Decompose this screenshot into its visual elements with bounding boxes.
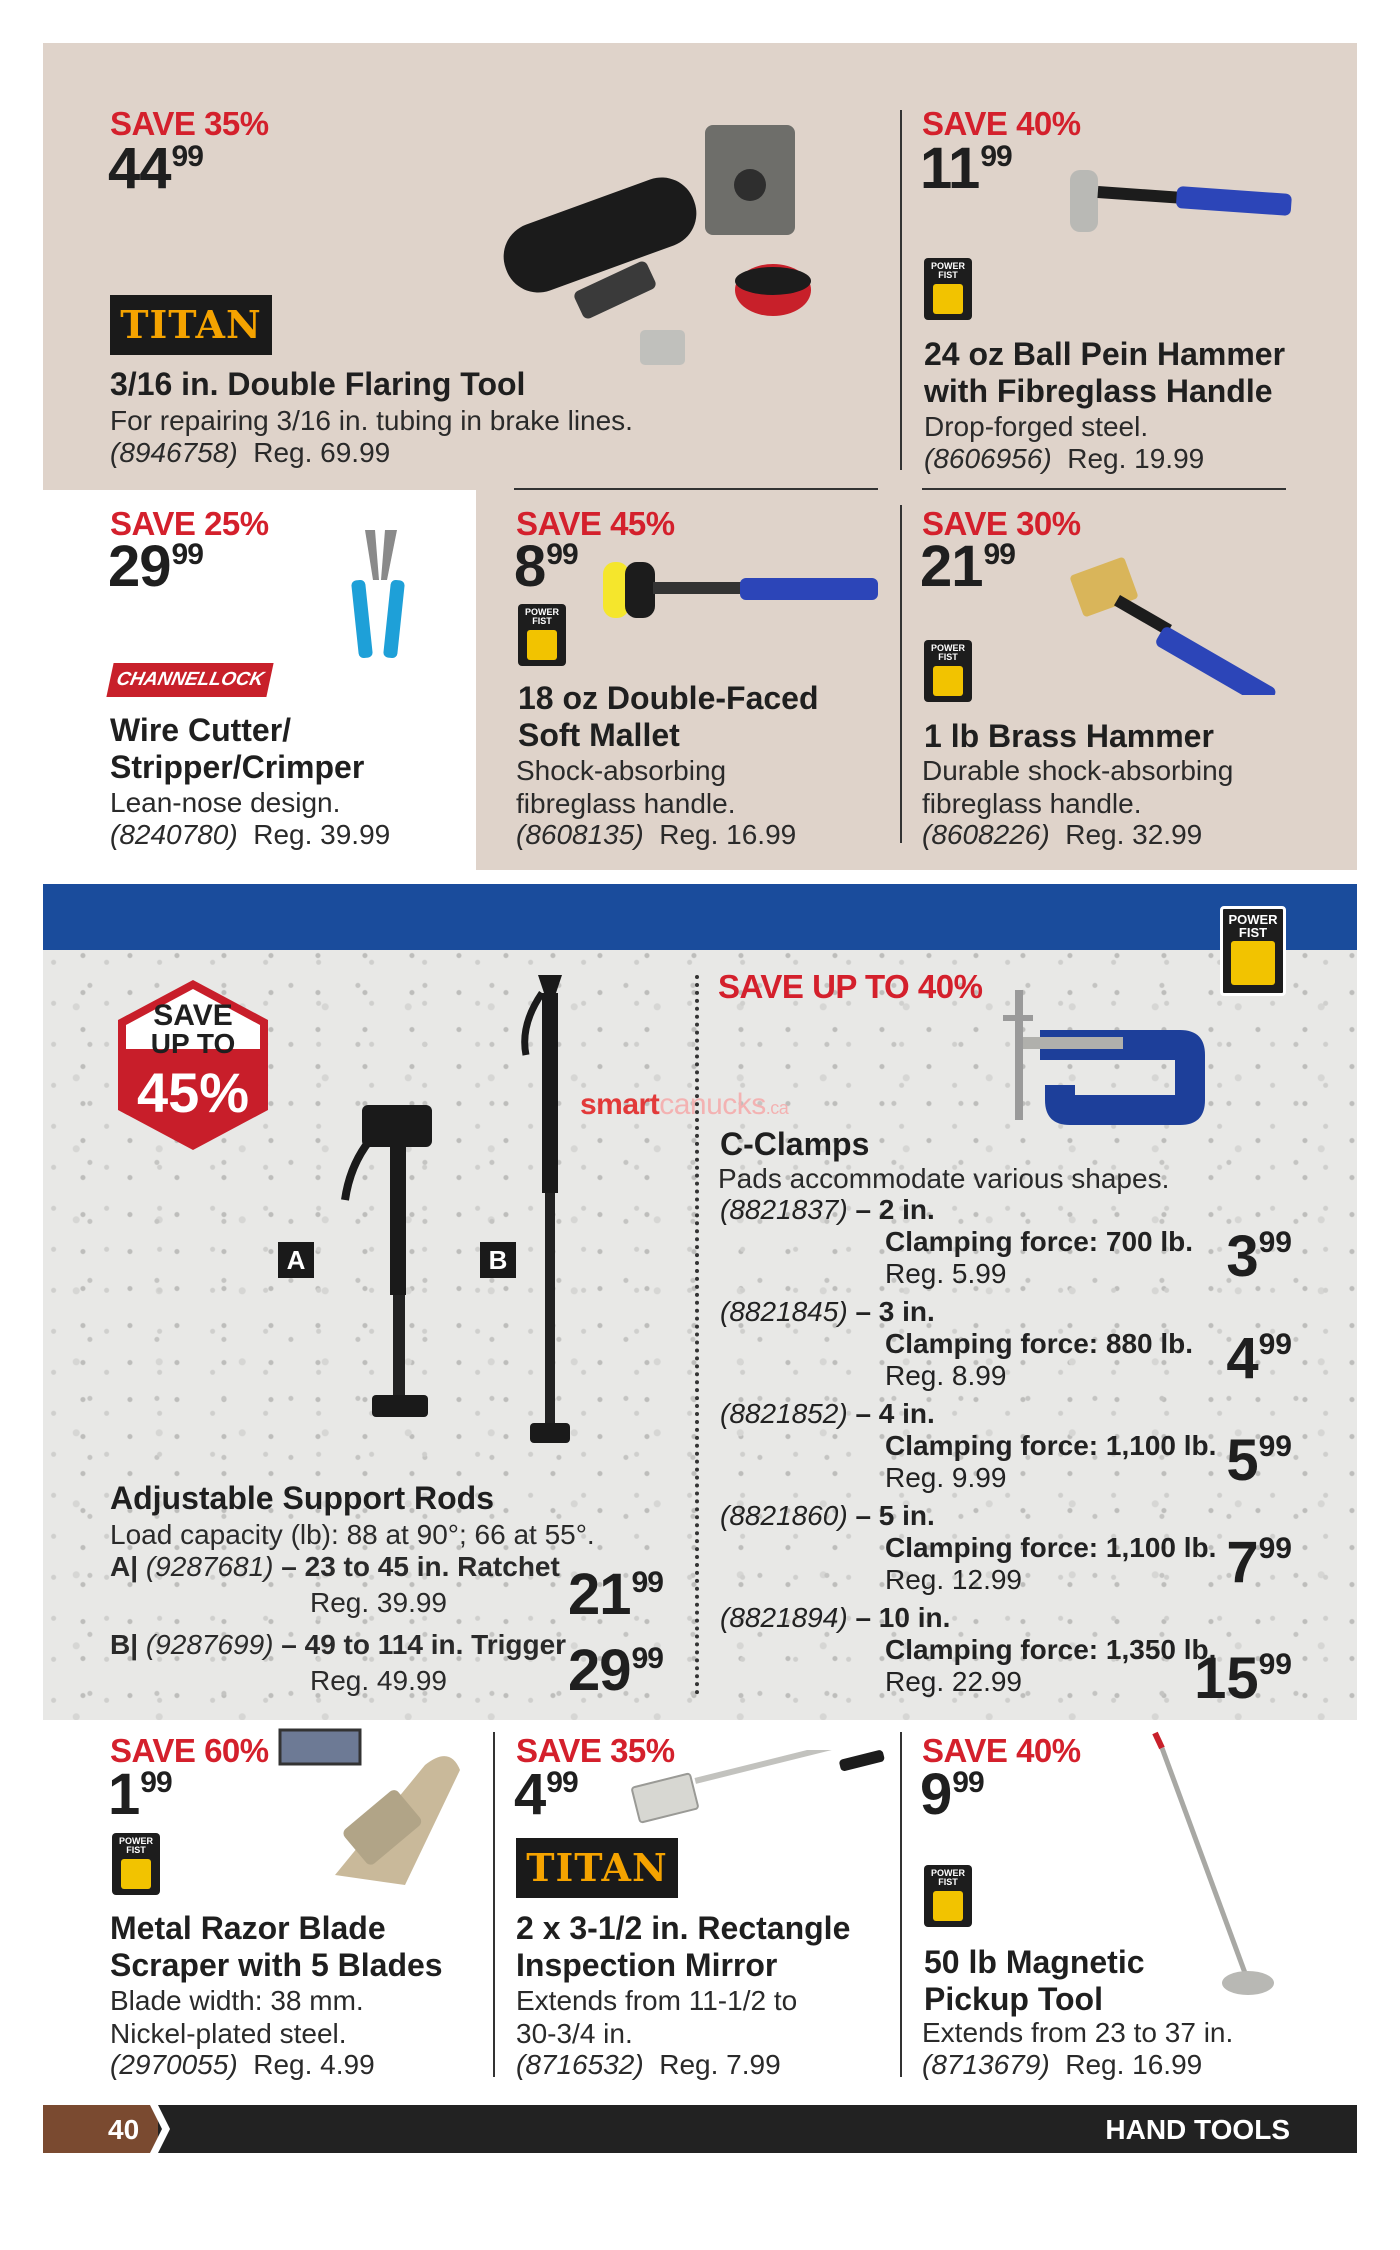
save-badge: SAVE UP TO 40% (718, 968, 983, 1005)
badge-upto-text: UP TO (150, 1028, 236, 1059)
label-a: A (278, 1242, 314, 1278)
footer-page-tab (43, 2105, 158, 2153)
clamp-price: $4^{99}$ (1226, 1326, 1292, 1391)
product-sku-reg: (8240780) Reg. 39.99 (110, 819, 391, 850)
save-badge: SAVE 25% (110, 505, 269, 542)
clamp-row: (8821894) – 10 in. Clamping force: 1,350 lb. Reg. 22.99 (720, 1602, 1217, 1698)
clamp-price: $7^{99}$ (1226, 1530, 1292, 1595)
product-sku-reg: (8606956) Reg. 19.99 (924, 443, 1205, 474)
save-badge: SAVE 60% (110, 1732, 269, 1769)
magnetic-pickup-image (1140, 1728, 1280, 2008)
product-description: Lean-nose design. (110, 787, 341, 818)
sale-price: $44^{99}$ (108, 136, 203, 201)
clamp-row: (8821860) – 5 in. Clamping force: 1,100 lb. Reg. 12.99 (720, 1500, 1217, 1596)
product-description: Extends from 23 to 37 in. (922, 2017, 1234, 2048)
ball-pein-hammer-image (1065, 160, 1300, 240)
product-description: For repairing 3/16 in. tubing in brake lines. (110, 405, 633, 436)
soft-mallet-image (595, 552, 885, 632)
save-badge: SAVE 35% (516, 1732, 675, 1769)
rod-b-price: $29^{99}$ (568, 1638, 663, 1703)
product-name: 2 x 3-1/2 in. Rectangle Inspection Mirror (516, 1910, 851, 1983)
product-sku-reg: (8608135) Reg. 16.99 (516, 819, 797, 850)
product-name: Adjustable Support Rods (110, 1480, 494, 1516)
product-name: Metal Razor Blade Scraper with 5 Blades (110, 1910, 443, 1983)
save-badge: SAVE 30% (922, 505, 1081, 542)
rod-a-price: $21^{99}$ (568, 1562, 663, 1627)
product-name: 1 lb Brass Hammer (924, 718, 1214, 754)
product-description: Load capacity (lb): 88 at 90°; 66 at 55°. (110, 1519, 595, 1550)
product-name: C-Clamps (720, 1126, 870, 1162)
product-sku-reg: (2970055) Reg. 4.99 (110, 2049, 375, 2080)
power-fist-logo: POWER FIST (924, 1865, 972, 1927)
titan-logo: TITAN (516, 1838, 678, 1898)
rod-a-line: A| (9287681) – 23 to 45 in. Ratchet (110, 1551, 560, 1582)
divider (514, 488, 878, 490)
badge-save-text: SAVE (153, 999, 233, 1032)
sale-price: $8^{99}$ (514, 534, 578, 599)
product-name: Wire Cutter/ Stripper/Crimper (110, 712, 365, 785)
power-fist-logo: POWER FIST (924, 258, 972, 320)
product-name: 18 oz Double-Faced Soft Mallet (518, 680, 819, 753)
product-description: Shock-absorbing fibreglass handle. (516, 755, 736, 820)
product-description: Pads accommodate various shapes. (718, 1163, 1170, 1194)
divider (900, 1732, 902, 2077)
sale-price: $9^{99}$ (920, 1762, 984, 1827)
c-clamp-image (995, 985, 1215, 1135)
divider (900, 505, 902, 843)
titan-logo: TITAN (110, 295, 272, 355)
inspection-mirror-image (630, 1750, 890, 1830)
brass-hammer-image (1065, 555, 1305, 695)
channellock-logo: CHANNELLOCK (106, 663, 273, 697)
page-number: 40 (108, 2114, 140, 2145)
rod-b-line: B| (9287699) – 49 to 114 in. Trigger (110, 1629, 567, 1660)
power-fist-logo: POWER FIST (924, 640, 972, 702)
sale-price: $4^{99}$ (514, 1762, 578, 1827)
clamp-price: $15^{99}$ (1194, 1646, 1292, 1711)
power-fist-logo: POWER FIST (112, 1833, 160, 1895)
clamp-row: (8821852) – 4 in. Clamping force: 1,100 lb. Reg. 9.99 (720, 1398, 1217, 1494)
flaring-tool-image (490, 105, 830, 385)
product-description: Extends from 11-1/2 to 30-3/4 in. (516, 1985, 798, 2050)
save-badge: SAVE 40% (922, 1732, 1081, 1769)
save-badge: SAVE 35% (110, 105, 269, 142)
product-sku-reg: (8716532) Reg. 7.99 (516, 2049, 781, 2080)
sale-price: $29^{99}$ (108, 534, 203, 599)
product-description: Durable shock-absorbing fibreglass handle. (922, 755, 1234, 820)
product-description: Blade width: 38 mm. Nickel-plated steel. (110, 1985, 364, 2050)
label-b: B (480, 1242, 516, 1278)
product-sku-reg: (8713679) Reg. 16.99 (922, 2049, 1203, 2080)
save-badge: SAVE 45% (516, 505, 675, 542)
badge-percent: 45% (136, 1061, 250, 1124)
razor-scraper-image (275, 1725, 465, 1895)
divider (900, 110, 902, 470)
product-sku-reg: (8608226) Reg. 32.99 (922, 819, 1203, 850)
product-description: Drop-forged steel. (924, 411, 1149, 442)
divider (922, 488, 1286, 490)
clamp-price: $5^{99}$ (1226, 1428, 1292, 1493)
clamp-row: (8821837) – 2 in. Clamping force: 700 lb. Reg. 5.99 (720, 1194, 1194, 1290)
watermark: smartcanucks.ca (580, 1088, 789, 1121)
wire-cutter-image (335, 525, 425, 665)
chevron-right-icon (150, 2105, 170, 2153)
product-name: 24 oz Ball Pein Hammer with Fibreglass Handle (924, 336, 1286, 409)
sale-price: $1^{99}$ (108, 1762, 172, 1827)
section-banner (43, 884, 1357, 950)
sale-price: $11^{99}$ (920, 136, 1012, 201)
section-title: HAND TOOLS (1105, 2114, 1290, 2145)
rod-a-reg: Reg. 39.99 (310, 1587, 447, 1618)
power-fist-logo: POWER FIST (518, 604, 566, 666)
rod-b-reg: Reg. 49.99 (310, 1665, 447, 1696)
product-name: 3/16 in. Double Flaring Tool (110, 366, 526, 402)
sale-price: $21^{99}$ (920, 534, 1015, 599)
product-name: 50 lb Magnetic Pickup Tool (924, 1944, 1145, 2017)
dotted-divider (695, 975, 699, 1695)
power-fist-logo: POWER FIST (1220, 906, 1286, 996)
clamp-row: (8821845) – 3 in. Clamping force: 880 lb. Reg. 8.99 (720, 1296, 1194, 1392)
product-sku-reg: (8946758) Reg. 69.99 (110, 437, 391, 468)
save-badge: SAVE 40% (922, 105, 1081, 142)
support-rods-image (330, 965, 590, 1460)
divider (493, 1732, 495, 2077)
clamp-price: $3^{99}$ (1226, 1224, 1292, 1289)
